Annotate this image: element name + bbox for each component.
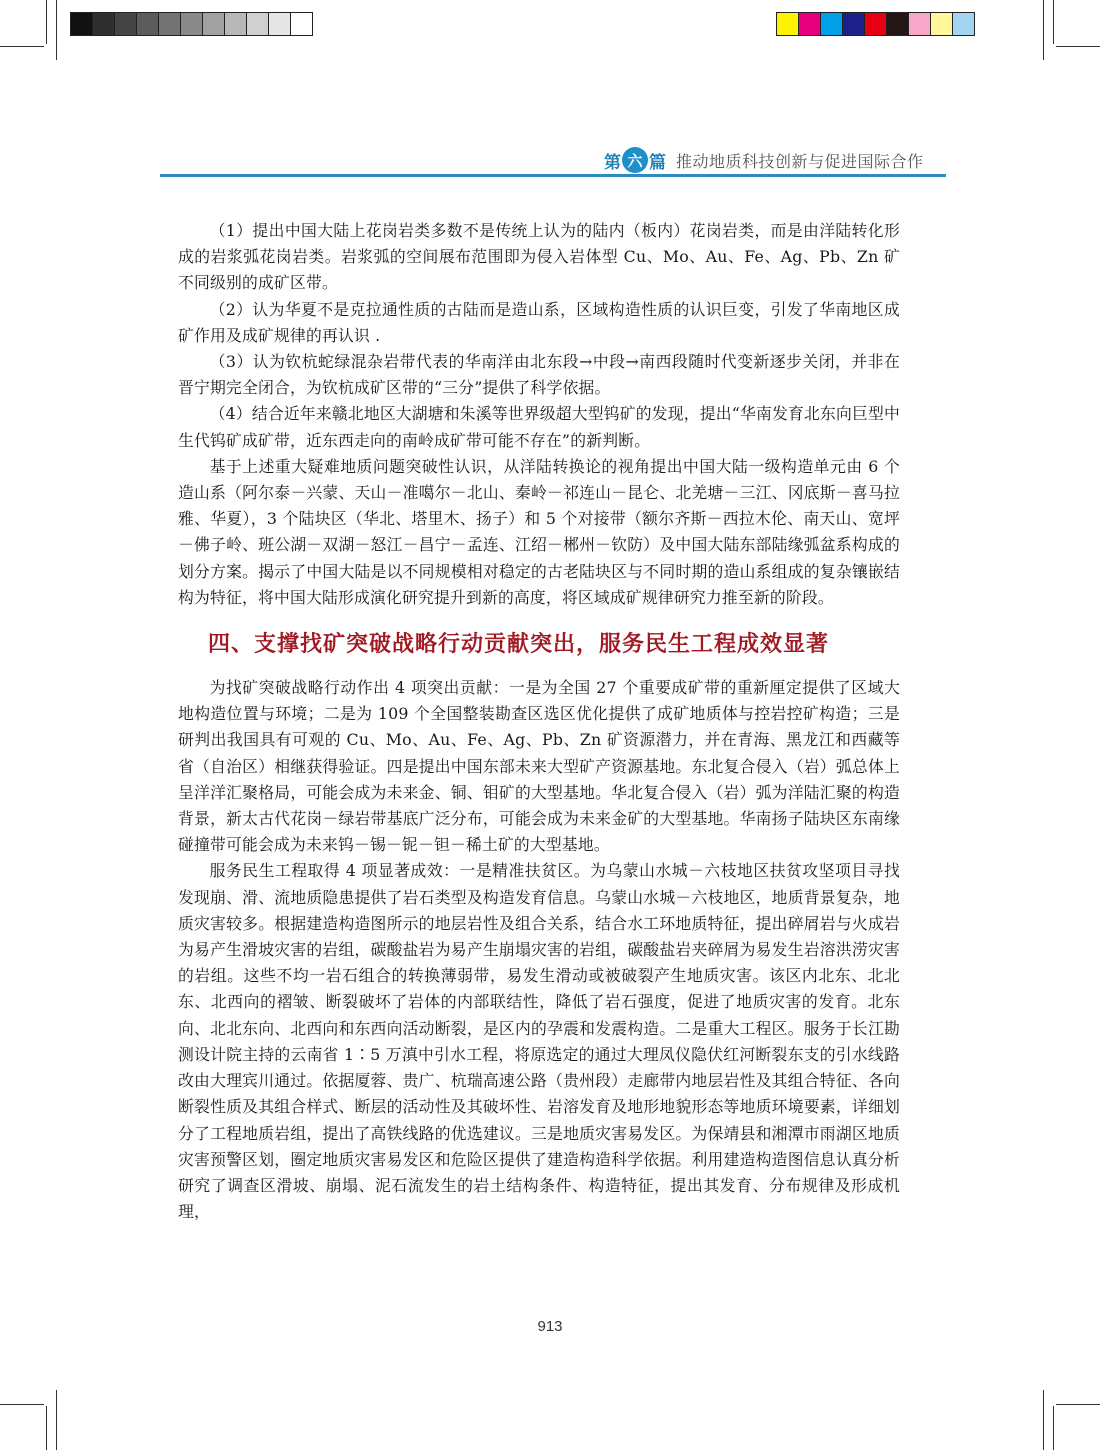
gray-swatch bbox=[203, 13, 225, 35]
color-swatch bbox=[799, 13, 821, 35]
crop-mark bbox=[0, 46, 44, 47]
color-swatch bbox=[843, 13, 865, 35]
gray-swatch bbox=[137, 13, 159, 35]
crop-mark bbox=[0, 1404, 44, 1405]
gray-swatch bbox=[71, 13, 93, 35]
gray-swatch bbox=[247, 13, 269, 35]
color-bar bbox=[776, 12, 975, 36]
paragraph: （4）结合近年来赣北地区大湖塘和朱溪等世界级超大型钨矿的发现，提出“华南发育北东向巨型中生代钨矿成矿带，近东西走向的南岭成矿带可能不存在”的新判断。 bbox=[178, 404, 900, 450]
header-rule bbox=[160, 174, 946, 177]
part-prefix: 第 bbox=[604, 152, 621, 173]
grayscale-bar bbox=[70, 12, 313, 36]
color-swatch bbox=[821, 13, 843, 35]
color-swatch bbox=[887, 13, 909, 35]
paragraph: （1）提出中国大陆上花岗岩类多数不是传统上认为的陆内（板内）花岗岩类，而是由洋陆转化形成的岩浆弧花岗岩类。岩浆弧的空间展布范围即为侵入岩体型 Cu、Mo、Au、Fe、Ag、Pb、Zn 矿不同级别的成矿区带。 bbox=[178, 221, 900, 293]
color-swatch bbox=[953, 13, 974, 35]
crop-mark bbox=[46, 1406, 47, 1450]
crop-mark bbox=[1043, 1390, 1044, 1450]
part-title: 推动地质科技创新与促进国际合作 bbox=[676, 151, 924, 171]
gray-swatch bbox=[159, 13, 181, 35]
color-swatch bbox=[777, 13, 799, 35]
part-number-badge: 六 bbox=[622, 147, 648, 173]
crop-mark bbox=[56, 0, 57, 60]
gray-swatch bbox=[181, 13, 203, 35]
paragraph: （2）认为华夏不是克拉通性质的古陆而是造山系，区域构造性质的认识巨变，引发了华南地区成矿作用及成矿规律的再认识 . bbox=[178, 299, 900, 345]
paragraph: 服务民生工程取得 4 项显著成效：一是精准扶贫区。为乌蒙山水城－六枝地区扶贫攻坚项目寻找发现崩、滑、流地质隐患提供了岩石类型及构造发育信息。乌蒙山水城－六枝地区，地质背景复杂，地质灾害较多。根据建造构造图所示的地层岩性及组合关系，结合水工环地质特征，提出碎屑岩与火成岩为易产生滑坡灾害的岩组，碳酸盐岩为易产生崩塌灾害的岩组，碳酸盐岩夹碎屑为易发生岩溶洪涝灾害的岩组。这些不均一岩石组合的转换薄弱带，易发生滑动或被破裂产生地质灾害。该区内北东、北北东、北西向的褶皱、断裂破坏了岩体的内部联结性，降低了岩石强度，促进了地质灾害的发育。北东向、北北东向、北西向和东西向活动断裂，是区内的孕震和发震构造。二是重大工程区。服务于长江勘测设计院主持的云南省 1∶5 万滇中引水工程，将原选定的通过大理凤仪隐伏红河断裂东支的引水线路改由大理宾川通过。依据厦蓉、贵广、杭瑞高速公路（贵州段）走廊带内地层岩性及其组合特征、各向断裂性质及其组合样式、断层的活动性及其破坏性、岩溶发育及地形地貌形态等地质环境要素，详细划分了工程地质岩组，提出了高铁线路的优选建议。三是地质灾害易发区。为保靖县和湘潭市雨湖区地质灾害预警区划，圈定地质灾害易发区和危险区提供了建造构造科学依据。利用建造构造图信息认真分析研究了调查区滑坡、崩塌、泥石流发生的岩土结构条件、构造特征，提出其发育、分布规律及形成机理， bbox=[178, 861, 900, 1222]
color-swatch bbox=[909, 13, 931, 35]
gray-swatch bbox=[269, 13, 291, 35]
part-suffix: 篇 bbox=[649, 152, 666, 173]
section-heading: 四、支撑找矿突破战略行动贡献突出，服务民生工程成效显著 bbox=[208, 632, 830, 658]
gray-swatch bbox=[115, 13, 137, 35]
color-swatch bbox=[865, 13, 887, 35]
color-swatch bbox=[931, 13, 953, 35]
paragraph: 为找矿突破战略行动作出 4 项突出贡献：一是为全国 27 个重要成矿带的重新厘定提供了区域大地构造位置与环境；二是为 109 个全国整装勘查区选区优化提供了成矿地质体与控岩控矿构造；三是研判出我国具有可观的 Cu、Mo、Au、Fe、Ag、Pb、Zn 矿资源潜力，并在青海、黑龙江和西藏等省（自治区）相继获得验证。四是提出中国东部未来大型矿产资源基地。东北复合侵入（岩）弧总体上呈洋洋汇聚格局，可能会成为未来金、铜、钼矿的大型基地。华北复合侵入（岩）弧为洋陆汇聚的构造背景，新太古代花岗－绿岩带基底广泛分布，可能会成为未来金矿的大型基地。华南扬子陆块区东南缘碰撞带可能会成为未来钨－锡－铌－钽－稀土矿的大型基地。 bbox=[178, 678, 900, 855]
main-content bbox=[178, 218, 900, 1225]
running-header bbox=[604, 146, 924, 174]
paragraph: （3）认为钦杭蛇绿混杂岩带代表的华南洋由北东段→中段→南西段随时代变新逐步关闭，并非在晋宁期完全闭合，为钦杭成矿区带的“三分”提供了科学依据。 bbox=[178, 352, 900, 398]
gray-swatch bbox=[291, 13, 312, 35]
crop-mark bbox=[1043, 0, 1044, 60]
crop-mark bbox=[1056, 46, 1100, 47]
crop-mark bbox=[1056, 1404, 1100, 1405]
gray-swatch bbox=[225, 13, 247, 35]
crop-mark bbox=[56, 1390, 57, 1450]
crop-mark bbox=[46, 0, 47, 44]
crop-mark bbox=[1053, 1406, 1054, 1450]
paragraph: 基于上述重大疑难地质问题突破性认识，从洋陆转换论的视角提出中国大陆一级构造单元由 6 个造山系（阿尔泰－兴蒙、天山－准噶尔－北山、秦岭－祁连山－昆仑、北羌塘－三江、冈底斯－喜马拉雅、华夏），3 个陆块区（华北、塔里木、扬子）和 5 个对接带（额尔齐斯－西拉木伦、南天山、宽坪－佛子岭、班公湖－双湖－怒江－昌宁－孟连、江绍－郴州－钦防）及中国大陆东部陆缘弧盆系构成的划分方案。揭示了中国大陆是以不同规模相对稳定的古老陆块区与不同时期的造山系组成的复杂镶嵌结构为特征，将中国大陆形成演化研究提升到新的高度，将区域成矿规律研究力推至新的阶段。 bbox=[178, 456, 900, 607]
crop-mark bbox=[1053, 0, 1054, 44]
page-number: 913 bbox=[537, 1318, 563, 1335]
gray-swatch bbox=[93, 13, 115, 35]
